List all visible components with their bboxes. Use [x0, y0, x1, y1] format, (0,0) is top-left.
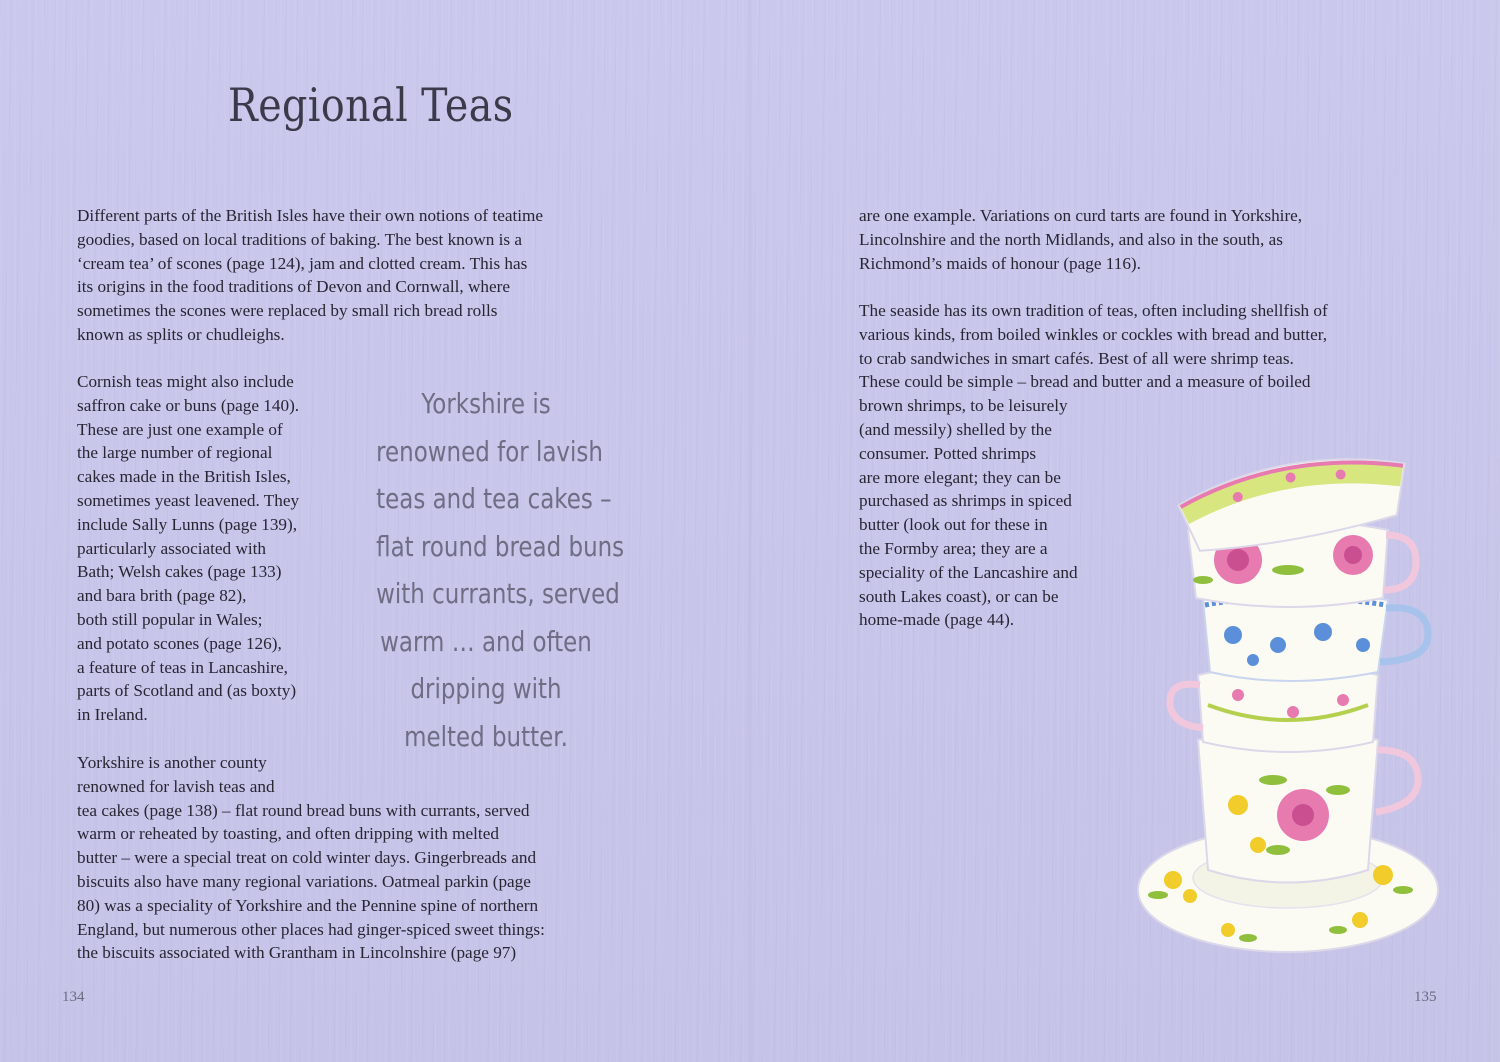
- text-line: to crab sandwiches in smart cafés. Best of all were shrimp teas.: [859, 348, 1294, 368]
- text-line: are more elegant; they can be: [859, 467, 1061, 487]
- text-line: are one example. Variations on curd tarts are found in Yorkshire,: [859, 206, 1303, 225]
- text-line: and bara brith (page 82),: [77, 586, 247, 606]
- text-line: the Formby area; they are a: [859, 538, 1048, 558]
- text-line: parts of Scotland and (as boxty): [77, 681, 297, 701]
- text-line: various kinds, from boiled winkles or cockles with bread and butter,: [859, 324, 1328, 344]
- text-line: warm or reheated by toasting, and often dripping with melted: [77, 824, 499, 844]
- text-line: consumer. Potted shrimps: [859, 443, 1037, 463]
- text-line: a feature of teas in Lancashire,: [77, 657, 288, 677]
- text-line: known as splits or chudleighs.: [77, 324, 285, 344]
- text-line: The seaside has its own tradition of teas, often including shellfish of: [859, 301, 1328, 320]
- text-line: warm … and often: [380, 624, 592, 658]
- stacked-teacups-illustration: [1128, 450, 1458, 970]
- text-line: home-made (page 44).: [859, 610, 1015, 630]
- text-line: melted butter.: [404, 719, 568, 753]
- text-line: include Sally Lunns (page 139),: [77, 514, 298, 534]
- text-line: renowned for lavish: [376, 434, 603, 468]
- text-line: particularly associated with: [77, 538, 266, 558]
- text-line: sometimes the scones were replaced by small rich bread rolls: [77, 301, 498, 321]
- pull-quote: [376, 380, 625, 760]
- text-line: renowned for lavish teas and: [77, 776, 275, 796]
- text-line: purchased as shrimps in spiced: [859, 491, 1072, 511]
- text-line: Different parts of the British Isles have their own notions of teatime: [77, 206, 544, 225]
- text-line: brown shrimps, to be leisurely: [859, 396, 1068, 416]
- text-line: (and messily) shelled by the: [859, 419, 1052, 439]
- text-line: These are just one example of: [77, 419, 283, 439]
- text-line: 80) was a speciality of Yorkshire and the Pennine spine of northern: [77, 895, 539, 915]
- page-gutter: [748, 0, 752, 1062]
- right-paragraph-1: [859, 204, 1302, 275]
- text-line: butter (look out for these in: [859, 515, 1048, 535]
- text-line: England, but numerous other places had ginger-spiced sweet things:: [77, 919, 545, 939]
- text-line: biscuits also have many regional variations. Oatmeal parkin (page: [77, 871, 531, 891]
- page-number-right: 135: [1414, 989, 1437, 1005]
- text-line: These could be simple – bread and butter and a measure of boiled: [859, 372, 1311, 392]
- text-line: with currants, served: [376, 577, 620, 610]
- text-line: tea cakes (page 138) – flat round bread buns with currants, served: [77, 800, 530, 820]
- text-line: goodies, based on local traditions of baking. The best known is a: [77, 229, 523, 249]
- text-line: Richmond’s maids of honour (page 116).: [859, 253, 1141, 273]
- text-line: Bath; Welsh cakes (page 133): [77, 562, 282, 582]
- text-line: south Lakes coast), or can be: [859, 586, 1059, 606]
- text-line: the large number of regional: [77, 443, 273, 463]
- text-line: both still popular in Wales;: [77, 609, 263, 629]
- text-line: cakes made in the British Isles,: [77, 467, 291, 487]
- left-paragraph-3: [77, 751, 545, 965]
- text-line: speciality of the Lancashire and: [859, 562, 1078, 582]
- text-line: in Ireland.: [77, 705, 148, 725]
- text-line: the biscuits associated with Grantham in Lincolnshire (page 97): [77, 943, 517, 963]
- left-paragraph-2: [77, 370, 299, 727]
- text-line: Yorkshire is: [421, 387, 551, 420]
- text-line: butter – were a special treat on cold winter days. Gingerbreads and: [77, 848, 537, 868]
- text-line: its origins in the food traditions of Devon and Cornwall, where: [77, 277, 510, 297]
- text-line: Lincolnshire and the north Midlands, and also in the south, as: [859, 229, 1283, 249]
- text-line: Cornish teas might also include: [77, 372, 294, 391]
- text-line: saffron cake or buns (page 140).: [77, 395, 300, 415]
- text-line: sometimes yeast leavened. They: [77, 490, 300, 510]
- text-line: teas and tea cakes –: [376, 482, 612, 515]
- page-title: Regional Teas: [228, 78, 514, 132]
- page-number-left: 134: [62, 989, 85, 1005]
- text-line: flat round bread buns: [376, 529, 625, 563]
- text-line: Yorkshire is another county: [77, 753, 267, 772]
- left-paragraph-1: [77, 204, 543, 347]
- text-line: and potato scones (page 126),: [77, 633, 282, 653]
- text-line: ‘cream tea’ of scones (page 124), jam and clotted cream. This has: [77, 253, 528, 273]
- text-line: dripping with: [410, 672, 562, 705]
